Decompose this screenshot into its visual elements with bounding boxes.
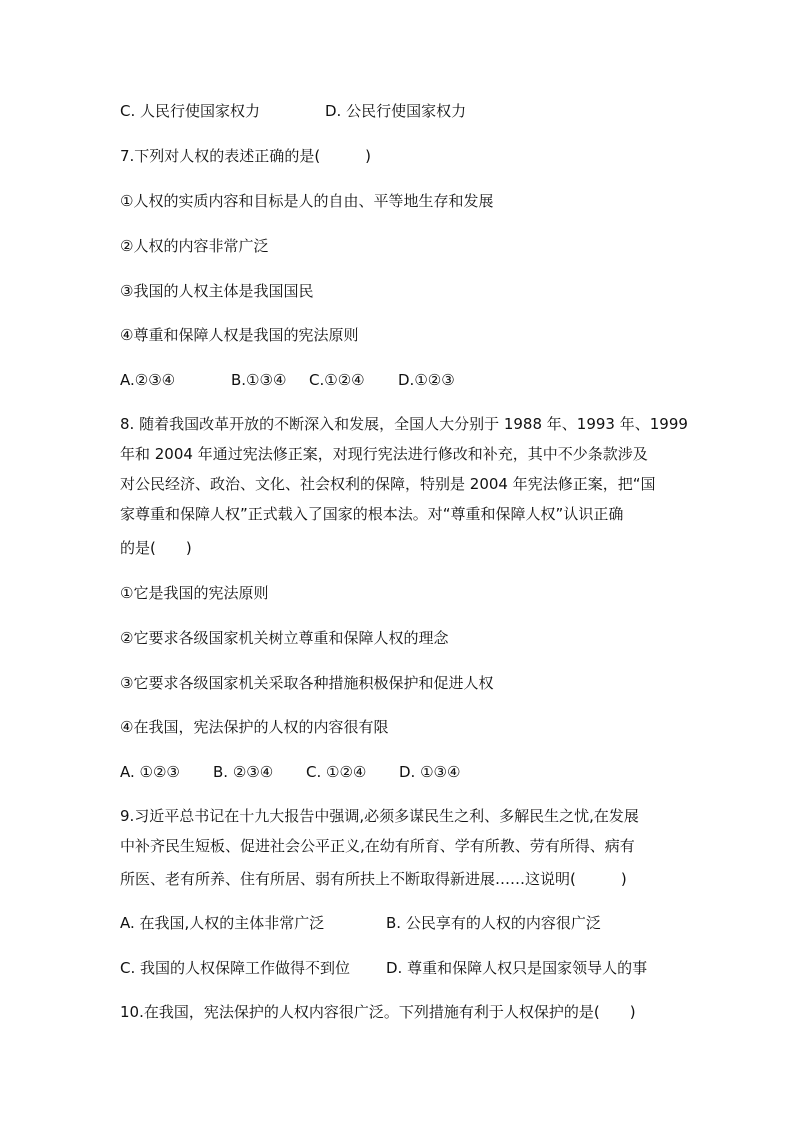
q7-option-a: A.②③④	[120, 371, 176, 389]
q7-options-row	[120, 370, 680, 390]
q6-option-d: D. 公民行使国家权力	[325, 102, 467, 120]
q8-stem-line-4: 家尊重和保障人权”正式载入了国家的根本法。对“尊重和保障人权”认识正确	[120, 505, 624, 523]
q7-item-4: ④尊重和保障人权是我国的宪法原则	[120, 326, 359, 344]
q8-options-row	[120, 762, 680, 782]
q8-stem-line-1: 8. 随着我国改革开放的不断深入和发展，全国人大分别于 1988 年、1993 年、1999	[120, 415, 688, 433]
q9-stem-line-3: 所医、老有所养、住有所居、弱有所扶上不断取得新进展……这说明( )	[120, 870, 627, 888]
q9-option-d: D. 尊重和保障人权只是国家领导人的事	[386, 959, 648, 977]
q8-option-b: B. ②③④	[213, 763, 274, 781]
q8-stem-line-2: 年和 2004 年通过宪法修正案，对现行宪法进行修改和补充，其中不少条款涉及	[120, 445, 648, 463]
q7-stem: 7.下列对人权的表述正确的是( )	[120, 147, 372, 165]
q8-item-4: ④在我国，宪法保护的人权的内容很有限	[120, 718, 389, 736]
q7-item-3: ③我国的人权主体是我国国民	[120, 282, 314, 300]
q8-item-2: ②它要求各级国家机关树立尊重和保障人权的理念	[120, 629, 449, 647]
q9-options-row-1	[120, 913, 680, 933]
q7-item-1: ①人权的实质内容和目标是人的自由、平等地生存和发展	[120, 192, 494, 210]
q7-option-d: D.①②③	[398, 371, 455, 389]
q9-stem-line-1: 9.习近平总书记在十九大报告中强调,必须多谋民生之利、多解民生之忧,在发展	[120, 807, 639, 825]
q10-stem: 10.在我国，宪法保护的人权内容很广泛。下列措施有利于人权保护的是( )	[120, 1003, 636, 1021]
q7-option-c: C.①②④	[309, 371, 365, 389]
q9-option-c: C. 我国的人权保障工作做得不到位	[120, 959, 351, 977]
q6-option-c: C. 人民行使国家权力	[120, 102, 261, 120]
q7-item-2: ②人权的内容非常广泛	[120, 237, 269, 255]
q6-options-row	[120, 101, 680, 121]
q9-options-row-2	[120, 958, 680, 978]
q8-item-1: ①它是我国的宪法原则	[120, 584, 269, 602]
q8-item-3: ③它要求各级国家机关采取各种措施积极保护和促进人权	[120, 674, 494, 692]
q8-option-c: C. ①②④	[306, 763, 367, 781]
q8-option-d: D. ①③④	[399, 763, 461, 781]
q9-stem-line-2: 中补齐民生短板、促进社会公平正义,在幼有所育、学有所教、劳有所得、病有	[120, 837, 635, 855]
q8-stem-line-5: 的是( )	[120, 539, 192, 557]
q9-option-b: B. 公民享有的人权的内容很广泛	[386, 914, 601, 932]
q8-stem-line-3: 对公民经济、政治、文化、社会权利的保障，特别是 2004 年宪法修正案，把“国	[120, 475, 656, 493]
q7-option-b: B.①③④	[231, 371, 287, 389]
q9-option-a: A. 在我国,人权的主体非常广泛	[120, 914, 325, 932]
q8-option-a: A. ①②③	[120, 763, 180, 781]
